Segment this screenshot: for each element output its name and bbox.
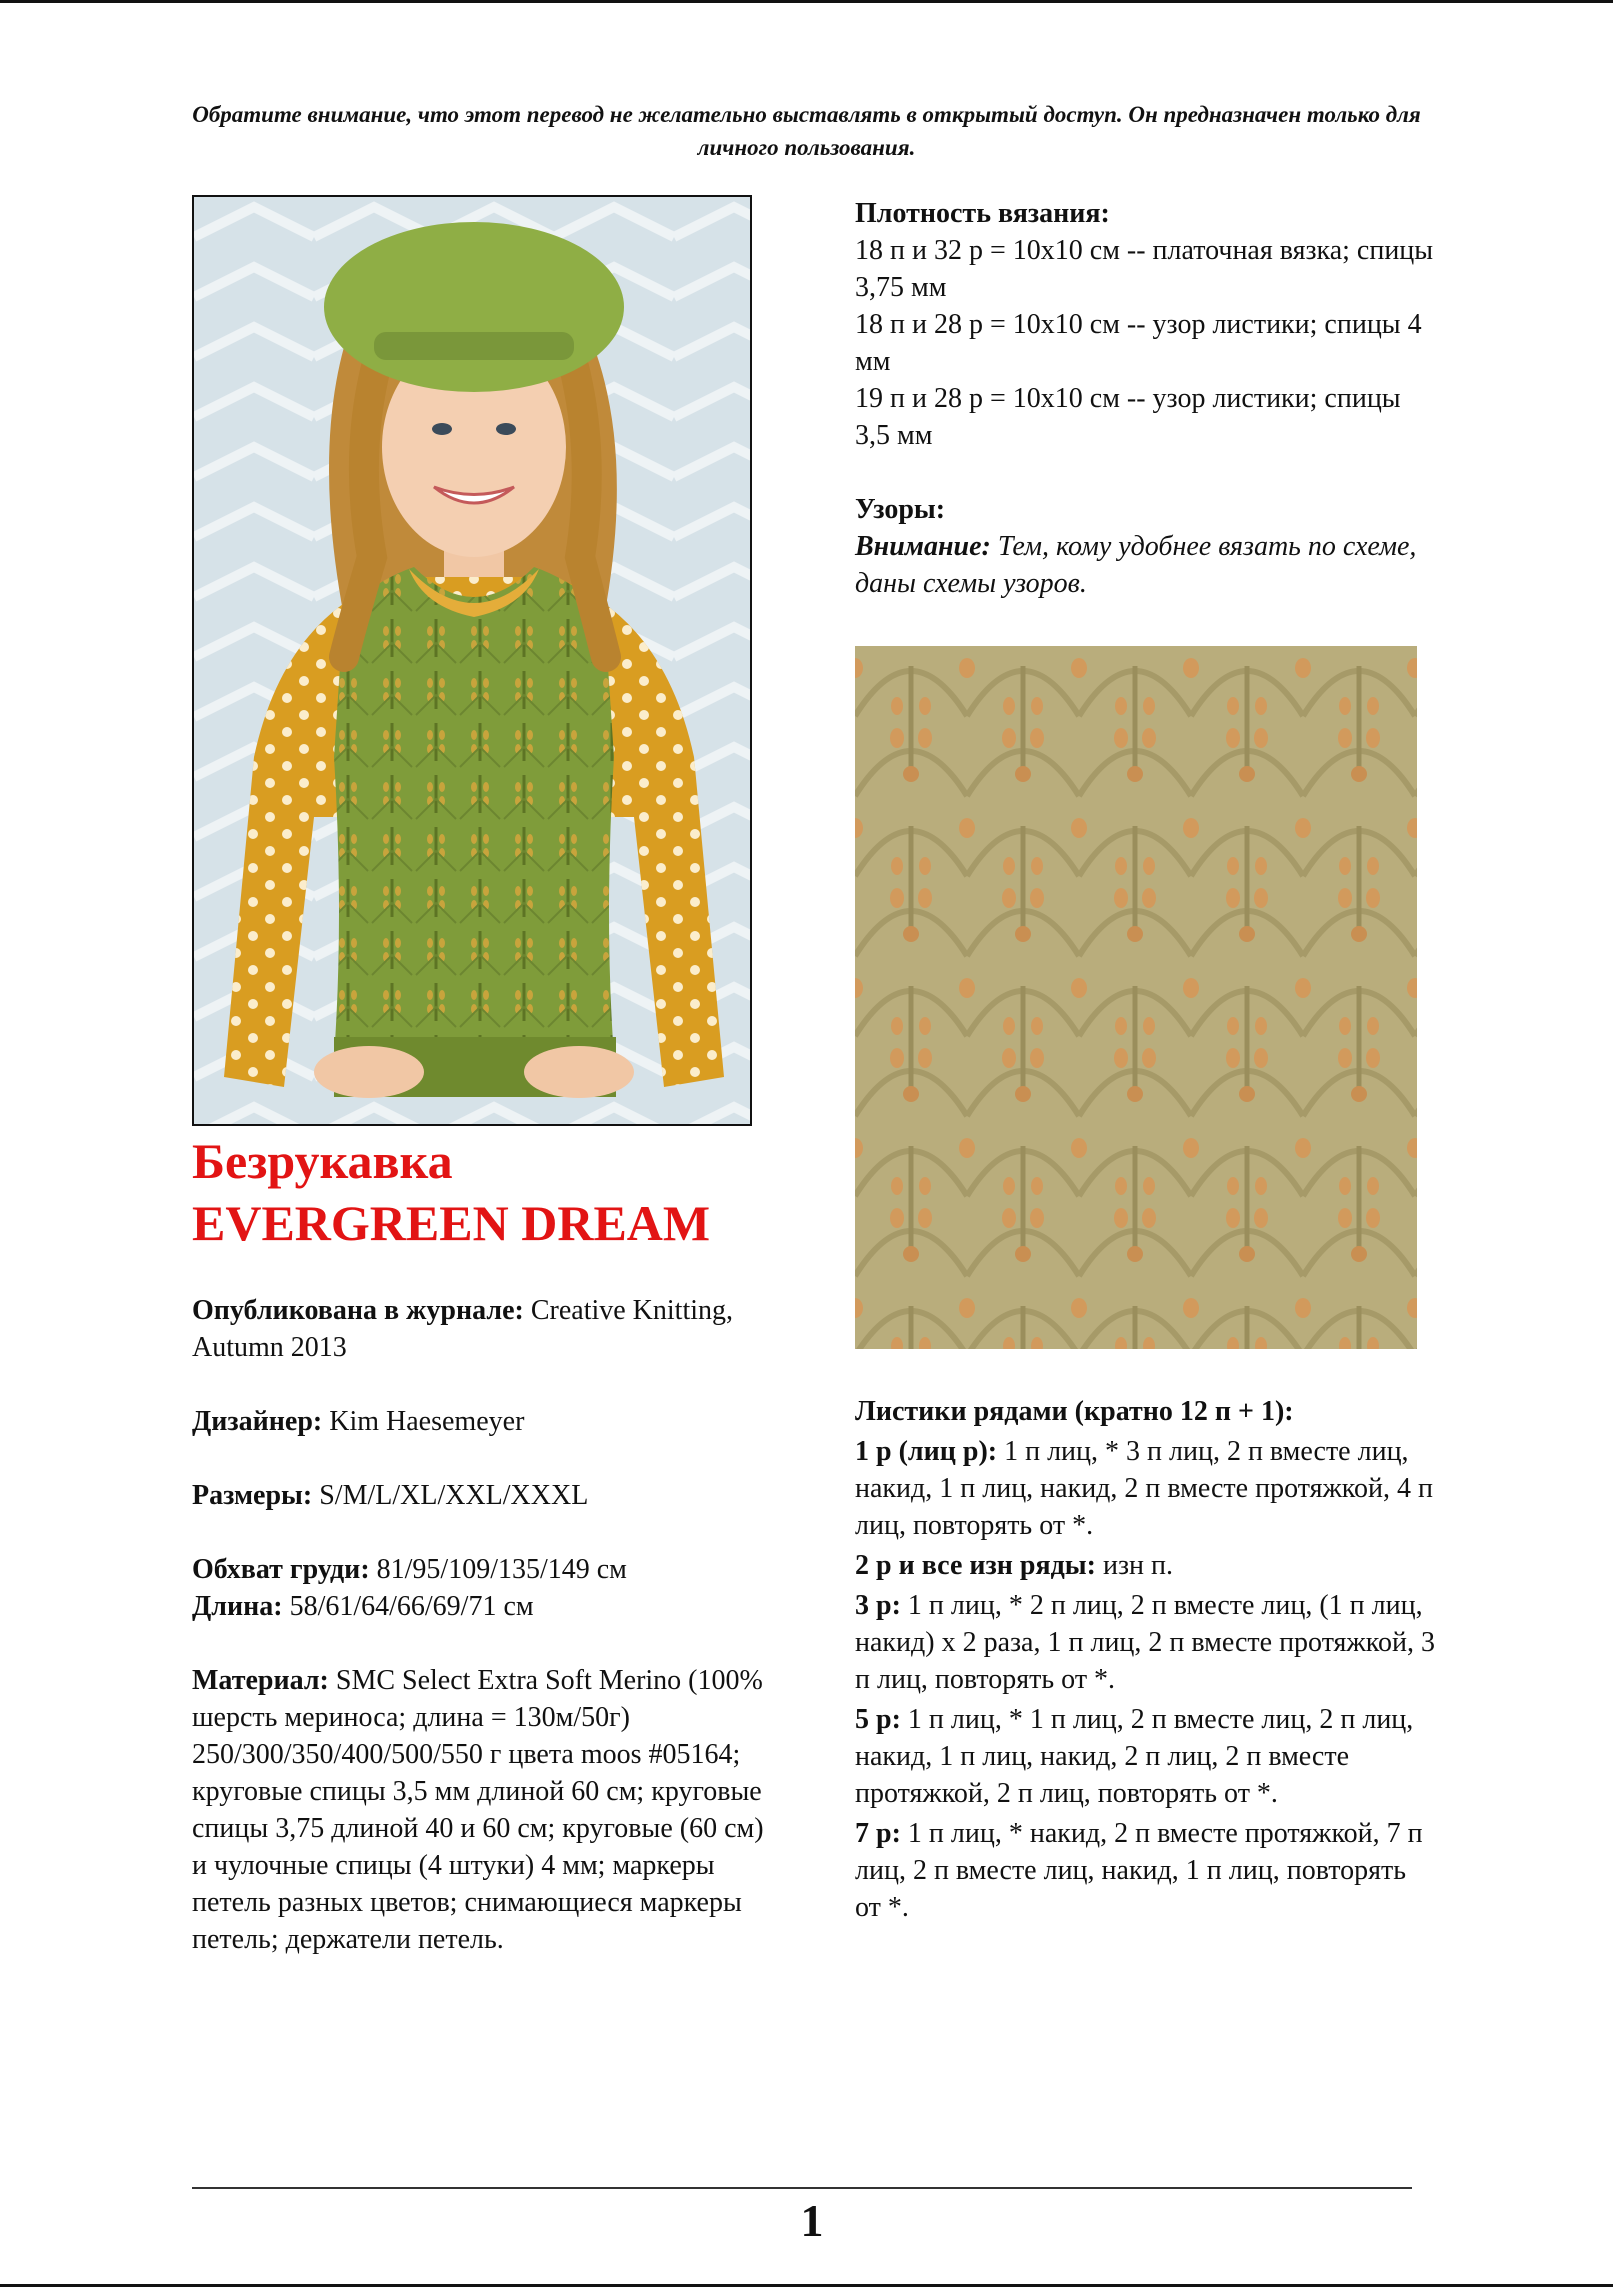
copyright-notice: Обратите внимание, что этот перевод не желательно выставлять в открытый доступ. Он предназначен только для личного пользования. [192, 102, 1421, 160]
chest-info [192, 1551, 772, 1588]
model-illustration [194, 197, 750, 1124]
chest-label: Обхват груди: [192, 1554, 370, 1585]
info-column [192, 1292, 772, 1958]
attention-text: Тем, кому удобнее вязать по схеме, даны схемы узоров. [855, 531, 1417, 599]
sizes-value: S/M/L/XL/XXL/XXXL [319, 1480, 589, 1511]
bottom-border [0, 2284, 1613, 2287]
title-line-2: EVERGREEN DREAM [192, 1195, 711, 1251]
length-label: Длина: [192, 1591, 283, 1622]
footer-divider [192, 2187, 1412, 2189]
designer-info [192, 1403, 772, 1440]
row-instructions [855, 1393, 1435, 1929]
material-value: SMC Select Extra Soft Merino (100% шерсть мериноса; длина = 130м/50г) 250/300/350/400/500/550 г цвета moos #05164; круговые спицы 3,5 мм длиной 60 см; круговые спицы 3,75 длиной 40 и 60 см; круговые (60 см) и чулочные спицы (4 штуки) 4 мм; маркеры петель разных цветов; снимающиеся маркеры петель; держатели петель. [192, 1665, 764, 1955]
designer-label: Дизайнер: [192, 1406, 323, 1437]
page-number: 1 [800, 2195, 824, 2246]
row-1-label: 1 р (лиц р): [855, 1436, 998, 1467]
title-line-1: Безрукавка [192, 1133, 453, 1189]
sizes-label: Размеры: [192, 1480, 313, 1511]
row-7 [855, 1815, 1435, 1926]
knitted-vest [334, 567, 614, 1057]
row-7-text: 1 п лиц, * накид, 2 п вместе протяжкой, 7 п лиц, 2 п вместе лиц, накид, 1 п лиц, повторять от *. [855, 1818, 1423, 1923]
knitted-hat [324, 222, 624, 392]
attention-label: Внимание: [855, 531, 991, 562]
published-label: Опубликована в журнале: [192, 1295, 524, 1326]
rows-heading: Листики рядами (кратно 12 п + 1): [855, 1396, 1294, 1427]
row-5 [855, 1701, 1435, 1812]
published-info [192, 1292, 772, 1366]
right-hand [524, 1046, 634, 1098]
designer-value: Kim Haesemeyer [329, 1406, 525, 1437]
row-7-label: 7 р: [855, 1818, 901, 1849]
row-5-label: 5 р: [855, 1704, 901, 1735]
row-2 [855, 1547, 1435, 1584]
row-3-text: 1 п лиц, * 2 п лиц, 2 п вместе лиц, (1 п лиц, накид) х 2 раза, 1 п лиц, 2 п вместе протяжкой, 3 п лиц, повторять от *. [855, 1590, 1435, 1695]
gauge-heading: Плотность вязания: [855, 198, 1110, 229]
gauge-line-2: 18 п и 28 р = 10х10 см -- узор листики; спицы 4 мм [855, 309, 1422, 377]
sizes-info [192, 1477, 772, 1514]
row-1 [855, 1433, 1435, 1544]
top-border [0, 0, 1613, 3]
gauge-line-1: 18 п и 32 р = 10х10 см -- платочная вязка; спицы 3,75 мм [855, 235, 1434, 303]
length-info [192, 1588, 772, 1625]
row-1-text: 1 п лиц, * 3 п лиц, 2 п вместе лиц, накид, 1 п лиц, накид, 2 п вместе протяжкой, 4 п лиц, повторять от *. [855, 1436, 1433, 1541]
material-info [192, 1662, 772, 1958]
published-value: Creative Knitting, Autumn 2013 [192, 1295, 734, 1363]
length-value: 58/61/64/66/69/71 см [289, 1591, 534, 1622]
row-2-label: 2 р и все изн ряды: [855, 1550, 1096, 1581]
gauge-column [855, 195, 1435, 602]
row-5-text: 1 п лиц, * 1 п лиц, 2 п вместе лиц, 2 п лиц, накид, 1 п лиц, накид, 2 п лиц, 2 п вместе протяжкой, 2 п лиц, повторять от *. [855, 1704, 1414, 1809]
pattern-title [192, 1130, 752, 1254]
chest-value: 81/95/109/135/149 см [376, 1554, 627, 1585]
row-3-label: 3 р: [855, 1590, 901, 1621]
lace-swatch-photo [855, 646, 1417, 1349]
model-photo [192, 195, 752, 1126]
left-hand [314, 1046, 424, 1098]
material-label: Материал: [192, 1665, 329, 1696]
patterns-heading: Узоры: [855, 494, 946, 525]
row-2-text: изн п. [1102, 1550, 1173, 1581]
row-3 [855, 1587, 1435, 1698]
swatch-illustration [855, 646, 1417, 1349]
attention-note [855, 528, 1435, 602]
gauge-line-3: 19 п и 28 р = 10х10 см -- узор листики; спицы 3,5 мм [855, 383, 1401, 451]
